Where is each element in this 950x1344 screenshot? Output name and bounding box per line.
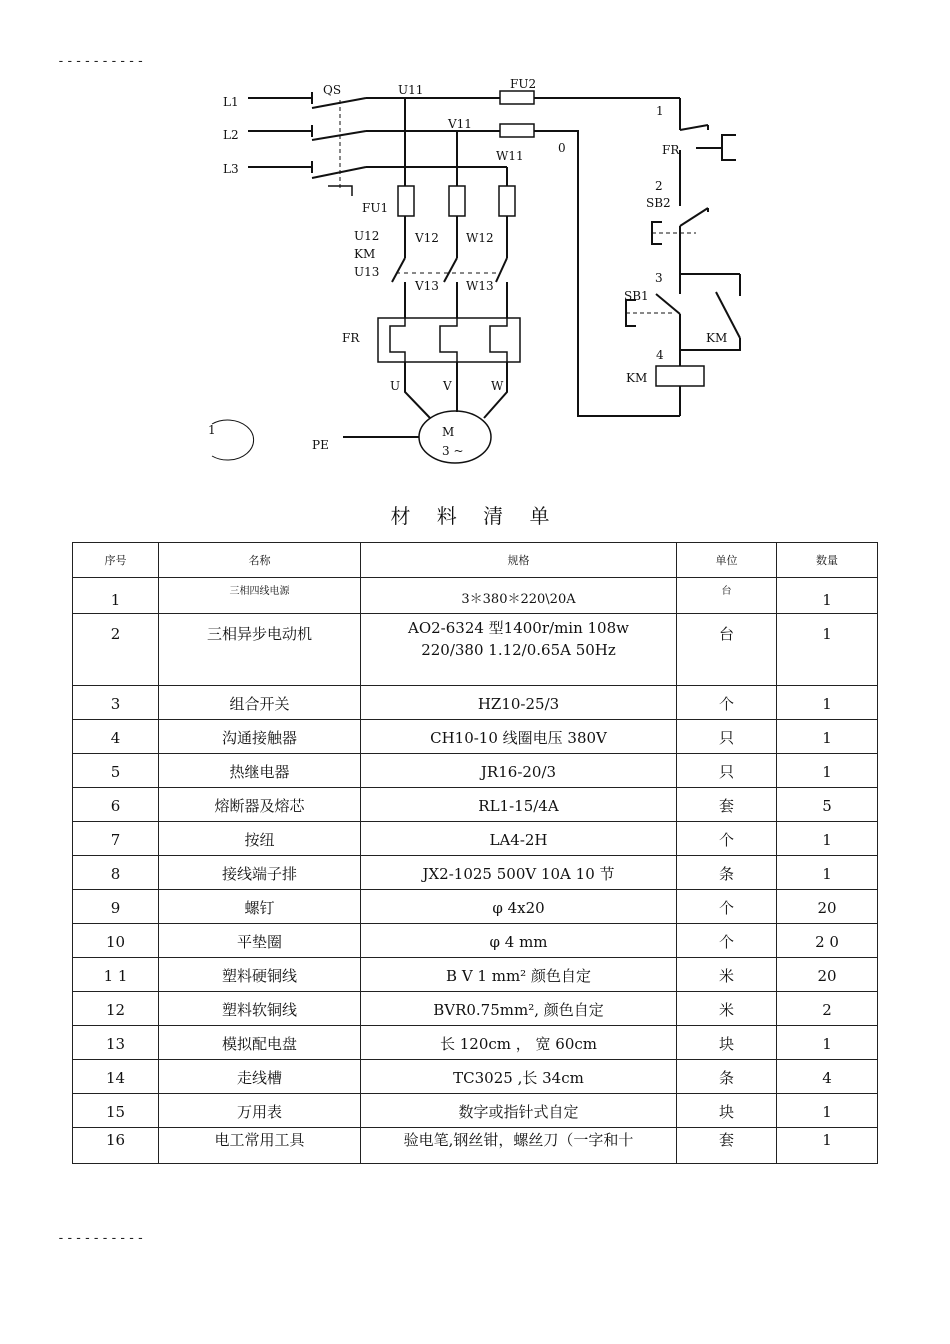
label-node-1: 1	[656, 104, 664, 118]
cell-no: 6	[73, 788, 159, 822]
label-L1: L1	[223, 95, 239, 109]
label-U12: U12	[354, 229, 380, 243]
cell-name: 三相异步电动机	[159, 614, 361, 686]
cell-spec: LA4-2H	[361, 822, 677, 856]
label-SB1: SB1	[624, 289, 649, 303]
header-unit: 单位	[677, 543, 777, 578]
cell-unit: 套	[677, 1128, 777, 1164]
cell-spec	[361, 614, 677, 686]
cell-unit: 套	[677, 788, 777, 822]
cell-qty: 4	[777, 1060, 878, 1094]
cell-qty: 2 0	[777, 924, 878, 958]
materials-table	[72, 542, 878, 1164]
table-row	[73, 720, 878, 754]
table-row	[73, 754, 878, 788]
table-row	[73, 1060, 878, 1094]
table-row	[73, 924, 878, 958]
label-KM-aux: KM	[706, 331, 728, 345]
cell-name: 接线端子排	[159, 856, 361, 890]
label-V: V	[443, 379, 452, 393]
cell-no: 14	[73, 1060, 159, 1094]
label-FR-ctrl: FR	[662, 143, 680, 157]
cell-name: 沟通接触器	[159, 720, 361, 754]
cell-spec: φ 4x20	[361, 890, 677, 924]
top-dash-line: ----------	[57, 54, 146, 69]
label-KM-main: KM	[354, 247, 376, 261]
cell-no: 4	[73, 720, 159, 754]
cell-spec-line1: AO2-6324 型1400r/min 108w	[407, 619, 629, 637]
label-U: U	[390, 379, 401, 393]
cell-unit: 只	[677, 754, 777, 788]
label-U11: U11	[398, 83, 424, 97]
cell-name: 塑料硬铜线	[159, 958, 361, 992]
table-row	[73, 686, 878, 720]
cell-no: 12	[73, 992, 159, 1026]
cell-qty: 1	[777, 1026, 878, 1060]
label-PE: PE	[312, 438, 329, 452]
label-L3: L3	[223, 162, 239, 176]
cell-no: 15	[73, 1094, 159, 1128]
cell-no: 7	[73, 822, 159, 856]
cell-spec: JR16-20/3	[361, 754, 677, 788]
label-SB2: SB2	[646, 196, 671, 210]
label-V12: V12	[415, 231, 439, 245]
label-node-4: 4	[656, 348, 664, 362]
table-row	[73, 856, 878, 890]
cell-no: 16	[73, 1128, 159, 1164]
cell-name: 模拟配电盘	[159, 1026, 361, 1060]
motor-control-circuit-diagram	[0, 0, 950, 480]
cell-spec: 长 120cm ， 宽 60cm	[361, 1026, 677, 1060]
cell-name: 螺钉	[159, 890, 361, 924]
table-row	[73, 578, 878, 614]
cell-spec-line2: 220/380 1.12/0.65A 50Hz	[421, 641, 616, 659]
cell-unit: 个	[677, 822, 777, 856]
table-row	[73, 992, 878, 1026]
cell-spec: BVR0.75mm², 颜色自定	[361, 992, 677, 1026]
table-row	[73, 1026, 878, 1060]
header-qty: 数量	[777, 543, 878, 578]
cell-name: 塑料软铜线	[159, 992, 361, 1026]
cell-no: 3	[73, 686, 159, 720]
cell-qty: 1	[777, 1094, 878, 1128]
label-M3: 3 ~	[442, 444, 464, 458]
cell-qty: 1	[777, 720, 878, 754]
cell-name: 热继电器	[159, 754, 361, 788]
cell-name: 走线槽	[159, 1060, 361, 1094]
cell-unit: 台	[677, 578, 777, 614]
header-name: 名称	[159, 543, 361, 578]
table-row	[73, 958, 878, 992]
cell-qty: 1	[777, 822, 878, 856]
cell-qty: 20	[777, 958, 878, 992]
label-FU2: FU2	[510, 77, 537, 91]
cell-qty: 5	[777, 788, 878, 822]
cell-qty: 1	[777, 686, 878, 720]
cell-qty: 1	[777, 614, 878, 686]
label-M: M	[442, 425, 455, 439]
label-QS: QS	[323, 83, 342, 97]
cell-name: 三相四线电源	[159, 578, 361, 614]
cell-unit: 块	[677, 1026, 777, 1060]
cell-unit: 米	[677, 992, 777, 1026]
cell-no: 2	[73, 614, 159, 686]
cell-spec: B V 1 mm² 颜色自定	[361, 958, 677, 992]
cell-unit: 台	[677, 614, 777, 686]
cell-no: 1	[73, 578, 159, 614]
label-FR-main: FR	[342, 331, 360, 345]
cell-unit: 只	[677, 720, 777, 754]
cell-name: 电工常用工具	[159, 1128, 361, 1164]
table-row	[73, 614, 878, 686]
cell-spec: 验电笔,钢丝钳，螺丝刀（一字和十	[361, 1128, 677, 1164]
cell-name: 平垫圈	[159, 924, 361, 958]
cell-qty: 1	[777, 754, 878, 788]
cell-spec: HZ10-25/3	[361, 686, 677, 720]
materials-list-title: 材 料 清 单	[390, 504, 560, 528]
cell-unit: 个	[677, 686, 777, 720]
label-W12: W12	[466, 231, 494, 245]
label-L2: L2	[223, 128, 239, 142]
cell-qty: 1	[777, 1128, 878, 1164]
label-W11: W11	[496, 149, 524, 163]
cell-qty: 1	[777, 578, 878, 614]
cell-spec: 3＊380＊220\20A	[361, 578, 677, 614]
label-node-0: 0	[558, 141, 566, 155]
cell-spec: φ 4 mm	[361, 924, 677, 958]
cell-qty: 20	[777, 890, 878, 924]
header-spec: 规格	[361, 543, 677, 578]
cell-spec: 数字或指针式自定	[361, 1094, 677, 1128]
cell-no: 10	[73, 924, 159, 958]
label-FU1: FU1	[362, 201, 389, 215]
label-V11: V11	[448, 117, 472, 131]
label-W: W	[491, 379, 504, 393]
cell-name: 组合开关	[159, 686, 361, 720]
cell-unit: 米	[677, 958, 777, 992]
cell-spec: CH10-10 线圈电压 380V	[361, 720, 677, 754]
header-no: 序号	[73, 543, 159, 578]
cell-name: 万用表	[159, 1094, 361, 1128]
label-node-3: 3	[655, 271, 663, 285]
cell-spec: TC3025 ,长 34cm	[361, 1060, 677, 1094]
label-circle-1: 1	[208, 423, 216, 437]
cell-unit: 条	[677, 1060, 777, 1094]
table-header-row	[73, 543, 878, 578]
table-row	[73, 788, 878, 822]
table-row	[73, 1094, 878, 1128]
cell-spec: RL1-15/4A	[361, 788, 677, 822]
table-row	[73, 890, 878, 924]
cell-qty: 2	[777, 992, 878, 1026]
cell-unit: 块	[677, 1094, 777, 1128]
cell-no: 1 1	[73, 958, 159, 992]
cell-no: 13	[73, 1026, 159, 1060]
cell-unit: 个	[677, 890, 777, 924]
table-row	[73, 822, 878, 856]
bottom-dash-line: ----------	[57, 1231, 146, 1246]
cell-unit: 个	[677, 924, 777, 958]
label-V13: V13	[415, 279, 439, 293]
cell-no: 8	[73, 856, 159, 890]
cell-no: 5	[73, 754, 159, 788]
label-node-2: 2	[655, 179, 663, 193]
label-U13: U13	[354, 265, 380, 279]
cell-unit: 条	[677, 856, 777, 890]
cell-spec: JX2-1025 500V 10A 10 节	[361, 856, 677, 890]
label-KM-coil: KM	[626, 371, 648, 385]
cell-no: 9	[73, 890, 159, 924]
cell-name: 熔断器及熔芯	[159, 788, 361, 822]
cell-qty: 1	[777, 856, 878, 890]
label-W13: W13	[466, 279, 494, 293]
table-row	[73, 1128, 878, 1164]
cell-name: 按纽	[159, 822, 361, 856]
